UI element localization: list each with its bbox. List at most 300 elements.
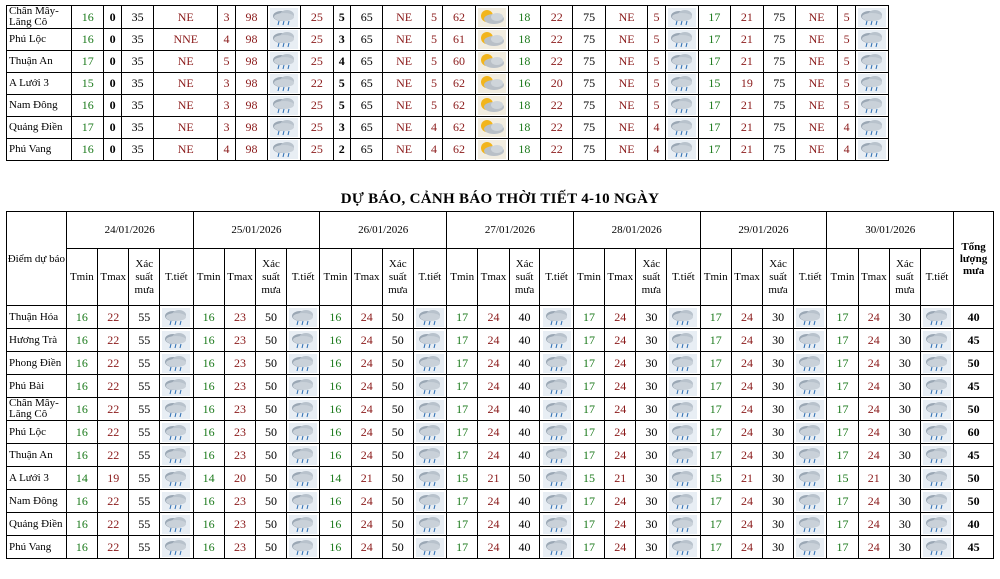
weather-cell bbox=[540, 329, 573, 352]
tmin-cell: 16 bbox=[320, 444, 351, 467]
value-cell: 25 bbox=[301, 139, 333, 161]
tmin-cell: 16 bbox=[193, 329, 224, 352]
value-cell: 22 bbox=[541, 139, 573, 161]
rain-cloud-icon bbox=[923, 308, 951, 327]
weather-cell bbox=[920, 329, 953, 352]
rain-cloud-icon bbox=[668, 140, 696, 159]
weather-cell bbox=[667, 421, 700, 444]
sun-cloud-icon bbox=[478, 96, 506, 115]
rain-probability-cell: 50 bbox=[256, 444, 287, 467]
tmax-cell: 24 bbox=[605, 329, 636, 352]
weather-cell bbox=[413, 352, 446, 375]
value-cell: 62 bbox=[443, 73, 475, 95]
tmax-cell: 24 bbox=[478, 421, 509, 444]
weather-cell bbox=[268, 6, 301, 29]
station-name: Thuận An bbox=[7, 444, 67, 467]
value-cell: 22 bbox=[541, 117, 573, 139]
tmin-cell: 17 bbox=[700, 513, 731, 536]
rain-cloud-icon bbox=[668, 30, 696, 49]
sub-header-0: Tmin bbox=[66, 249, 97, 306]
tmax-cell: 23 bbox=[224, 513, 255, 536]
value-cell: 75 bbox=[763, 6, 795, 29]
rain-probability-cell: 55 bbox=[129, 421, 160, 444]
tmax-cell: 24 bbox=[351, 444, 382, 467]
rain-cloud-icon bbox=[543, 538, 571, 557]
tmax-cell: 23 bbox=[224, 490, 255, 513]
rain-cloud-icon bbox=[796, 469, 824, 488]
weather-cell bbox=[665, 73, 698, 95]
date-header: 25/01/2026 bbox=[193, 212, 320, 249]
weather-cell bbox=[793, 444, 826, 467]
station-name: A Lưới 3 bbox=[7, 467, 67, 490]
weather-cell bbox=[286, 352, 319, 375]
value-cell: 18 bbox=[508, 139, 540, 161]
tmax-cell: 24 bbox=[858, 398, 889, 421]
weather-cell bbox=[286, 467, 319, 490]
tmin-cell: 17 bbox=[827, 375, 858, 398]
tmin-cell: 17 bbox=[573, 375, 604, 398]
value-cell: 3 bbox=[218, 117, 235, 139]
rain-probability-cell: 55 bbox=[129, 536, 160, 559]
rain-probability-cell: 55 bbox=[129, 444, 160, 467]
value-cell: 4 bbox=[838, 117, 856, 139]
rain-cloud-icon bbox=[289, 515, 317, 534]
sub-header-0: Tmin bbox=[193, 249, 224, 306]
tmin-cell: 16 bbox=[193, 444, 224, 467]
weather-cell bbox=[667, 398, 700, 421]
total-rain-cell: 45 bbox=[954, 536, 994, 559]
tmin-cell: 17 bbox=[573, 490, 604, 513]
rain-probability-cell: 30 bbox=[636, 352, 667, 375]
weather-cell bbox=[540, 375, 573, 398]
rain-cloud-icon bbox=[668, 8, 696, 27]
value-cell: 4 bbox=[648, 117, 665, 139]
sub-header-0: Tmin bbox=[447, 249, 478, 306]
rain-cloud-icon bbox=[923, 469, 951, 488]
sub-header-2: Xác suất mưa bbox=[636, 249, 667, 306]
rain-probability-cell: 30 bbox=[636, 398, 667, 421]
value-cell: 35 bbox=[121, 73, 153, 95]
value-cell: 4 bbox=[218, 139, 235, 161]
tmax-cell: 24 bbox=[478, 375, 509, 398]
rain-cloud-icon bbox=[289, 331, 317, 350]
tmin-cell: 16 bbox=[193, 513, 224, 536]
weather-cell bbox=[920, 467, 953, 490]
value-cell: NE bbox=[154, 73, 218, 95]
rain-cloud-icon bbox=[162, 331, 190, 350]
rain-cloud-icon bbox=[416, 331, 444, 350]
value-cell: 21 bbox=[731, 51, 763, 73]
rain-probability-cell: 40 bbox=[509, 329, 540, 352]
weather-cell bbox=[856, 29, 889, 51]
tmax-cell: 22 bbox=[97, 329, 128, 352]
value-cell: 21 bbox=[731, 139, 763, 161]
tmin-cell: 17 bbox=[700, 490, 731, 513]
rain-probability-cell: 30 bbox=[636, 513, 667, 536]
value-cell: 25 bbox=[301, 6, 333, 29]
tmax-cell: 23 bbox=[224, 375, 255, 398]
tmax-cell: 22 bbox=[97, 398, 128, 421]
value-cell: 75 bbox=[763, 51, 795, 73]
weather-cell bbox=[793, 375, 826, 398]
weather-cell bbox=[793, 421, 826, 444]
value-cell: 62 bbox=[443, 117, 475, 139]
weather-cell bbox=[540, 421, 573, 444]
value-cell: 35 bbox=[121, 139, 153, 161]
weather-cell bbox=[268, 29, 301, 51]
value-cell: 60 bbox=[443, 51, 475, 73]
table-row bbox=[7, 444, 994, 467]
rain-cloud-icon bbox=[289, 469, 317, 488]
value-cell: 4 bbox=[333, 51, 350, 73]
tmin-cell: 16 bbox=[193, 398, 224, 421]
tmin-cell: 17 bbox=[700, 329, 731, 352]
weather-cell bbox=[920, 398, 953, 421]
rain-cloud-icon bbox=[416, 446, 444, 465]
value-cell: 18 bbox=[508, 51, 540, 73]
rain-cloud-icon bbox=[669, 469, 697, 488]
rain-cloud-icon bbox=[858, 96, 886, 115]
rain-probability-cell: 55 bbox=[129, 467, 160, 490]
sub-header-1: Tmax bbox=[97, 249, 128, 306]
value-cell: 16 bbox=[72, 29, 104, 51]
weather-cell bbox=[413, 444, 446, 467]
rain-cloud-icon bbox=[416, 400, 444, 419]
total-rain-cell: 60 bbox=[954, 421, 994, 444]
value-cell: NE bbox=[154, 51, 218, 73]
date-header: 30/01/2026 bbox=[827, 212, 954, 249]
current-forecast-table bbox=[6, 5, 889, 161]
value-cell: NE bbox=[795, 51, 837, 73]
value-cell: 5 bbox=[425, 6, 442, 29]
rain-probability-cell: 30 bbox=[763, 490, 794, 513]
tmax-cell: 24 bbox=[858, 513, 889, 536]
tmin-cell: 17 bbox=[700, 398, 731, 421]
value-cell: 65 bbox=[351, 95, 383, 117]
rain-cloud-icon bbox=[543, 446, 571, 465]
station-name: Thuận Hóa bbox=[7, 306, 67, 329]
tmax-cell: 24 bbox=[605, 536, 636, 559]
weather-cell bbox=[413, 513, 446, 536]
value-cell: NE bbox=[605, 51, 647, 73]
weather-cell bbox=[540, 513, 573, 536]
value-cell: 62 bbox=[443, 95, 475, 117]
tmax-cell: 24 bbox=[605, 421, 636, 444]
weather-cell bbox=[540, 490, 573, 513]
weather-cell bbox=[268, 117, 301, 139]
rain-cloud-icon bbox=[923, 538, 951, 557]
weather-cell bbox=[413, 375, 446, 398]
value-cell: 65 bbox=[351, 139, 383, 161]
tmin-cell: 17 bbox=[827, 490, 858, 513]
weather-cell bbox=[268, 139, 301, 161]
total-rain-cell: 50 bbox=[954, 398, 994, 421]
rain-probability-cell: 50 bbox=[382, 329, 413, 352]
value-cell: NE bbox=[795, 73, 837, 95]
rain-cloud-icon bbox=[543, 423, 571, 442]
rain-probability-cell: 50 bbox=[256, 513, 287, 536]
rain-probability-cell: 55 bbox=[129, 306, 160, 329]
value-cell: 62 bbox=[443, 139, 475, 161]
tmax-cell: 24 bbox=[351, 398, 382, 421]
sun-cloud-icon bbox=[478, 52, 506, 71]
tmin-cell: 16 bbox=[320, 536, 351, 559]
station-name: Nam Đông bbox=[7, 490, 67, 513]
tmax-cell: 23 bbox=[224, 398, 255, 421]
value-cell: NE bbox=[795, 139, 837, 161]
rain-cloud-icon bbox=[669, 446, 697, 465]
table-row bbox=[7, 51, 889, 73]
rain-probability-cell: 30 bbox=[763, 398, 794, 421]
value-cell: 35 bbox=[121, 95, 153, 117]
value-cell: NE bbox=[605, 6, 647, 29]
sub-header-2: Xác suất mưa bbox=[129, 249, 160, 306]
weather-cell bbox=[286, 306, 319, 329]
weather-cell bbox=[856, 6, 889, 29]
weather-cell bbox=[160, 421, 193, 444]
tmax-cell: 24 bbox=[605, 398, 636, 421]
value-cell: 25 bbox=[301, 51, 333, 73]
tmax-cell: 24 bbox=[478, 329, 509, 352]
table-row bbox=[7, 375, 994, 398]
tmin-cell: 16 bbox=[320, 375, 351, 398]
tmax-cell: 24 bbox=[858, 444, 889, 467]
rain-cloud-icon bbox=[289, 377, 317, 396]
tmax-cell: 24 bbox=[731, 513, 762, 536]
tmax-cell: 24 bbox=[478, 513, 509, 536]
rain-probability-cell: 40 bbox=[509, 444, 540, 467]
sub-header-3: T.tiết bbox=[413, 249, 446, 306]
station-name: Phú Vang bbox=[7, 536, 67, 559]
tmin-cell: 16 bbox=[193, 490, 224, 513]
weather-cell bbox=[667, 306, 700, 329]
tmax-cell: 23 bbox=[224, 306, 255, 329]
tmin-cell: 16 bbox=[320, 329, 351, 352]
value-cell: NE bbox=[605, 95, 647, 117]
weather-cell bbox=[665, 139, 698, 161]
weather-cell bbox=[540, 398, 573, 421]
rain-cloud-icon bbox=[858, 52, 886, 71]
tmax-cell: 24 bbox=[478, 444, 509, 467]
rain-probability-cell: 30 bbox=[763, 513, 794, 536]
weather-cell bbox=[286, 329, 319, 352]
weather-cell bbox=[160, 490, 193, 513]
tmax-cell: 24 bbox=[351, 375, 382, 398]
rain-cloud-icon bbox=[162, 308, 190, 327]
tmin-cell: 17 bbox=[447, 398, 478, 421]
tmin-cell: 17 bbox=[447, 490, 478, 513]
rain-cloud-icon bbox=[416, 377, 444, 396]
tmax-cell: 24 bbox=[858, 375, 889, 398]
tmin-cell: 16 bbox=[193, 352, 224, 375]
value-cell: 15 bbox=[72, 73, 104, 95]
value-cell: NE bbox=[605, 29, 647, 51]
rain-cloud-icon bbox=[669, 515, 697, 534]
tmin-cell: 16 bbox=[193, 536, 224, 559]
value-cell: 75 bbox=[763, 95, 795, 117]
rain-probability-cell: 30 bbox=[763, 375, 794, 398]
tmin-cell: 17 bbox=[447, 513, 478, 536]
tmin-cell: 16 bbox=[66, 444, 97, 467]
rain-cloud-icon bbox=[669, 308, 697, 327]
rain-cloud-icon bbox=[289, 538, 317, 557]
value-cell: 5 bbox=[838, 51, 856, 73]
value-cell: 20 bbox=[541, 73, 573, 95]
weather-cell bbox=[160, 375, 193, 398]
tmax-cell: 22 bbox=[97, 536, 128, 559]
value-cell: 0 bbox=[104, 73, 121, 95]
tmax-cell: 24 bbox=[478, 536, 509, 559]
table-row bbox=[7, 329, 994, 352]
sub-header-3: T.tiết bbox=[286, 249, 319, 306]
weather-cell bbox=[413, 329, 446, 352]
weather-cell bbox=[920, 352, 953, 375]
rain-probability-cell: 30 bbox=[636, 536, 667, 559]
tmin-cell: 17 bbox=[573, 513, 604, 536]
tmax-cell: 24 bbox=[351, 306, 382, 329]
weather-cell bbox=[475, 6, 508, 29]
tmin-cell: 16 bbox=[193, 375, 224, 398]
sub-header-1: Tmax bbox=[858, 249, 889, 306]
value-cell: 17 bbox=[698, 29, 730, 51]
value-cell: 21 bbox=[731, 6, 763, 29]
rain-cloud-icon bbox=[668, 74, 696, 93]
rain-cloud-icon bbox=[543, 308, 571, 327]
table-row bbox=[7, 95, 889, 117]
rain-probability-cell: 30 bbox=[763, 329, 794, 352]
tmin-cell: 16 bbox=[66, 352, 97, 375]
tmax-cell: 24 bbox=[351, 421, 382, 444]
rain-cloud-icon bbox=[858, 74, 886, 93]
station-name: Phú Vang bbox=[7, 139, 72, 161]
weather-cell bbox=[286, 490, 319, 513]
tmax-cell: 24 bbox=[731, 329, 762, 352]
tmin-cell: 16 bbox=[66, 536, 97, 559]
weather-cell bbox=[160, 398, 193, 421]
value-cell: 5 bbox=[648, 73, 665, 95]
rain-cloud-icon bbox=[923, 331, 951, 350]
value-cell: 98 bbox=[235, 139, 267, 161]
tmax-cell: 20 bbox=[224, 467, 255, 490]
weather-cell bbox=[856, 73, 889, 95]
sun-cloud-icon bbox=[478, 8, 506, 27]
value-cell: 65 bbox=[351, 117, 383, 139]
weather-cell bbox=[667, 536, 700, 559]
value-cell: 98 bbox=[235, 51, 267, 73]
value-cell: 2 bbox=[333, 139, 350, 161]
tmin-cell: 17 bbox=[447, 375, 478, 398]
rain-cloud-icon bbox=[289, 423, 317, 442]
tmin-cell: 16 bbox=[66, 306, 97, 329]
rain-cloud-icon bbox=[162, 377, 190, 396]
value-cell: 4 bbox=[648, 139, 665, 161]
tmin-cell: 17 bbox=[447, 421, 478, 444]
rain-probability-cell: 50 bbox=[382, 398, 413, 421]
sub-header-1: Tmax bbox=[605, 249, 636, 306]
rain-probability-cell: 40 bbox=[509, 490, 540, 513]
tmin-cell: 17 bbox=[573, 329, 604, 352]
rain-cloud-icon bbox=[162, 400, 190, 419]
tmax-cell: 21 bbox=[478, 467, 509, 490]
tmax-cell: 22 bbox=[97, 306, 128, 329]
station-name: Thuận An bbox=[7, 51, 72, 73]
weather-cell bbox=[540, 444, 573, 467]
rain-probability-cell: 30 bbox=[889, 490, 920, 513]
value-cell: NE bbox=[605, 117, 647, 139]
value-cell: 75 bbox=[573, 95, 605, 117]
tmin-cell: 17 bbox=[827, 421, 858, 444]
weather-cell bbox=[920, 490, 953, 513]
weather-cell bbox=[286, 421, 319, 444]
rain-cloud-icon bbox=[668, 52, 696, 71]
weather-cell bbox=[920, 421, 953, 444]
value-cell: 5 bbox=[333, 6, 350, 29]
weather-cell bbox=[286, 513, 319, 536]
weather-cell bbox=[856, 139, 889, 161]
value-cell: 19 bbox=[731, 73, 763, 95]
rain-cloud-icon bbox=[796, 377, 824, 396]
value-cell: 65 bbox=[351, 51, 383, 73]
table-row bbox=[7, 139, 889, 161]
tmin-cell: 17 bbox=[827, 513, 858, 536]
rain-probability-cell: 50 bbox=[382, 467, 413, 490]
weather-cell bbox=[475, 139, 508, 161]
value-cell: NE bbox=[605, 139, 647, 161]
rain-cloud-icon bbox=[543, 492, 571, 511]
rain-cloud-icon bbox=[543, 331, 571, 350]
tmax-cell: 23 bbox=[224, 421, 255, 444]
tmin-cell: 16 bbox=[320, 398, 351, 421]
rain-probability-cell: 30 bbox=[889, 421, 920, 444]
rain-cloud-icon bbox=[289, 354, 317, 373]
value-cell: 98 bbox=[235, 6, 267, 29]
rain-probability-cell: 40 bbox=[509, 306, 540, 329]
value-cell: 75 bbox=[763, 29, 795, 51]
value-cell: 0 bbox=[104, 95, 121, 117]
value-cell: NE bbox=[383, 117, 425, 139]
value-cell: 5 bbox=[333, 73, 350, 95]
total-rain-cell: 50 bbox=[954, 352, 994, 375]
rain-probability-cell: 30 bbox=[889, 398, 920, 421]
rain-cloud-icon bbox=[162, 469, 190, 488]
value-cell: NE bbox=[383, 29, 425, 51]
rain-probability-cell: 50 bbox=[256, 329, 287, 352]
rain-probability-cell: 55 bbox=[129, 352, 160, 375]
rain-cloud-icon bbox=[162, 423, 190, 442]
table-row bbox=[7, 421, 994, 444]
tmax-cell: 24 bbox=[605, 306, 636, 329]
weather-cell bbox=[540, 352, 573, 375]
rain-cloud-icon bbox=[543, 377, 571, 396]
rain-probability-cell: 40 bbox=[509, 375, 540, 398]
table-row bbox=[7, 29, 889, 51]
table-row bbox=[7, 536, 994, 559]
station-name: Chân Mây-Lăng Cô bbox=[7, 398, 67, 421]
forecast-4-10-day-table bbox=[6, 211, 994, 559]
rain-probability-cell: 30 bbox=[763, 306, 794, 329]
value-cell: NE bbox=[605, 73, 647, 95]
tmin-cell: 16 bbox=[66, 398, 97, 421]
total-rain-cell: 45 bbox=[954, 375, 994, 398]
station-name: Phú Bài bbox=[7, 375, 67, 398]
tmax-cell: 24 bbox=[731, 444, 762, 467]
value-cell: NE bbox=[154, 95, 218, 117]
rain-cloud-icon bbox=[796, 538, 824, 557]
value-cell: 35 bbox=[121, 117, 153, 139]
rain-cloud-icon bbox=[669, 423, 697, 442]
weather-cell bbox=[793, 536, 826, 559]
value-cell: 25 bbox=[301, 117, 333, 139]
